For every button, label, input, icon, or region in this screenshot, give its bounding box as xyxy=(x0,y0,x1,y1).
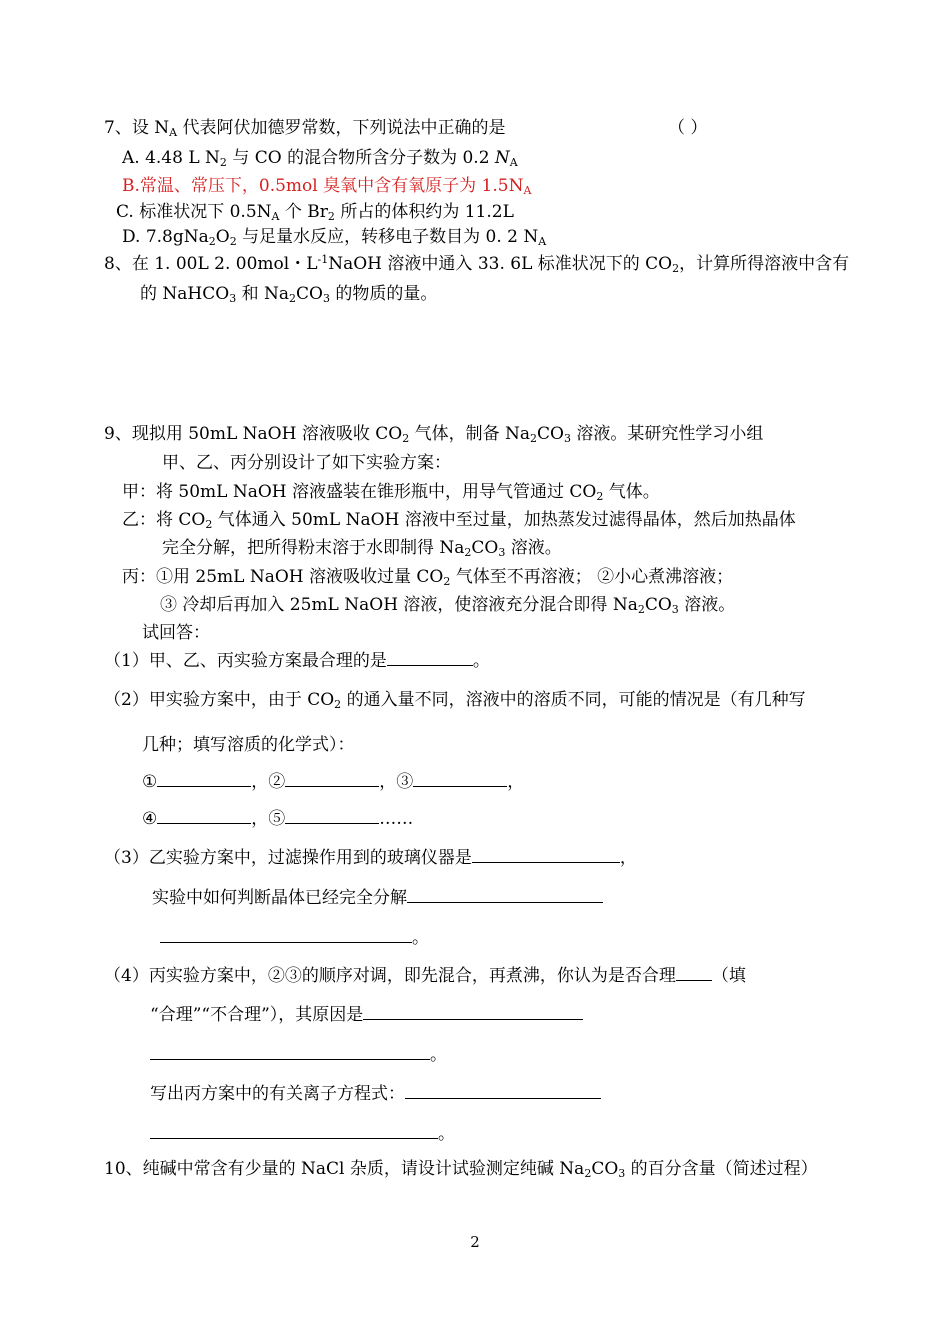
q7-option-a: A. 4.48 L $N_2$ 与 CO 的混合物所含分子数为 0.2 $N_A$ xyxy=(122,148,518,169)
q9-plan-yi: 乙：将 $CO_2$ 气体通入 50mL NaOH 溶液中至过量，加热蒸发过滤得晶体，然后加热晶体 xyxy=(122,510,796,531)
q9-part2-cont: 几种；填写溶质的化学式）： xyxy=(142,735,355,755)
q9-part4-cont: “合理”“不合理”），其原因是 xyxy=(150,1004,583,1026)
q9-part4-equation: 写出丙方案中的有关离子方程式： xyxy=(150,1083,601,1105)
q9-part2: （2）甲实验方案中，由于 $CO_2$ 的通入量不同，溶液中的溶质不同，可能的情况是（有几种写 xyxy=(104,690,806,711)
q9-part3-cont: 实验中如何判断晶体已经完全分解 xyxy=(152,887,603,909)
q9-answer-label: 试回答： xyxy=(142,623,210,643)
page-number: 2 xyxy=(470,1233,480,1251)
q9-part2-blanks-row1: ① ，② ，③ ， xyxy=(142,772,525,792)
answer-blank[interactable] xyxy=(387,664,473,666)
q9-part3-line3: 。 xyxy=(160,927,429,949)
q8-line1: 8、在 1. 00L 2. 00mol・$L^{-1}NaOH$ 溶液中通入 33. 6L 标准状况下的 $CO_2$，计算所得溶液中含有 xyxy=(104,253,850,275)
q7-option-c: C. 标准状况下 $0.5N_A$ 个 $Br_2$ 所占的体积约为 11.2L xyxy=(116,202,514,223)
q7-option-d: D. $7.8gNa_2O_2$ 与足量水反应，转移电子数目为 0. 2 $N_A$ xyxy=(122,227,547,248)
q7-stem: 7、设 $N_A$ 代表阿伏加德罗常数，下列说法中正确的是 xyxy=(104,118,506,139)
q7-option-b: B.常温、常压下，0.5mol 臭氧中含有氧原子为 $1.5N_A$ xyxy=(122,176,532,197)
q8-line2: 的 NaHCO$_3$ 和 $Na_2CO_3$ 的物质的量。 xyxy=(140,284,438,305)
q9-stem: 9、现拟用 50mL NaOH 溶液吸收 $CO_2$ 气体，制备 $Na_2CO_3$ 溶液。某研究性学习小组 xyxy=(104,424,764,445)
q9-plan-bing: 丙：①用 25mL NaOH 溶液吸收过量 $CO_2$ 气体至不再溶液； ②小心煮沸溶液； xyxy=(122,567,734,588)
answer-blank[interactable] xyxy=(150,1137,438,1139)
answer-blank[interactable] xyxy=(285,785,379,787)
q9-intro: 甲、乙、丙分别设计了如下实验方案： xyxy=(162,453,451,473)
q9-plan-bing-cont: ③ 冷却后再加入 25mL NaOH 溶液，使溶液充分混合即得 $Na_2CO_3$ 溶液。 xyxy=(160,595,736,616)
answer-blank[interactable] xyxy=(160,941,412,943)
q9-plan-jia: 甲：将 50mL NaOH 溶液盛装在锥形瓶中，用导气管通过 $CO_2$ 气体。 xyxy=(122,482,660,503)
q9-part4-line5: 。 xyxy=(150,1123,455,1145)
answer-blank[interactable] xyxy=(413,785,507,787)
q9-part4: （4）丙实验方案中，②③的顺序对调，即先混合，再煮沸，你认为是否合理 （填 xyxy=(104,966,746,986)
q9-part2-blanks-row2: ④ ，⑤ …… xyxy=(142,809,414,829)
q10-stem: 10、纯碱中常含有少量的 NaCl 杂质，请设计试验测定纯碱 $Na_2CO_3$ 的百分含量（简述过程） xyxy=(104,1159,818,1180)
q9-plan-yi-cont: 完全分解，把所得粉末溶于水即制得 $Na_2CO_3$ 溶液。 xyxy=(162,538,562,559)
answer-blank[interactable] xyxy=(150,1058,430,1060)
answer-blank[interactable] xyxy=(407,901,603,903)
answer-blank[interactable] xyxy=(157,822,251,824)
answer-blank[interactable] xyxy=(405,1097,601,1099)
answer-blank[interactable] xyxy=(676,979,712,981)
answer-blank[interactable] xyxy=(363,1018,583,1020)
q9-part3: （3）乙实验方案中，过滤操作用到的玻璃仪器是 ， xyxy=(104,848,637,868)
q7-answer-bracket: （ ） xyxy=(668,118,708,138)
q9-part1: （1）甲、乙、丙实验方案最合理的是 。 xyxy=(104,651,490,671)
answer-blank[interactable] xyxy=(285,822,379,824)
answer-blank[interactable] xyxy=(472,861,620,863)
q9-part4-line3: 。 xyxy=(150,1044,447,1066)
answer-blank[interactable] xyxy=(157,785,251,787)
